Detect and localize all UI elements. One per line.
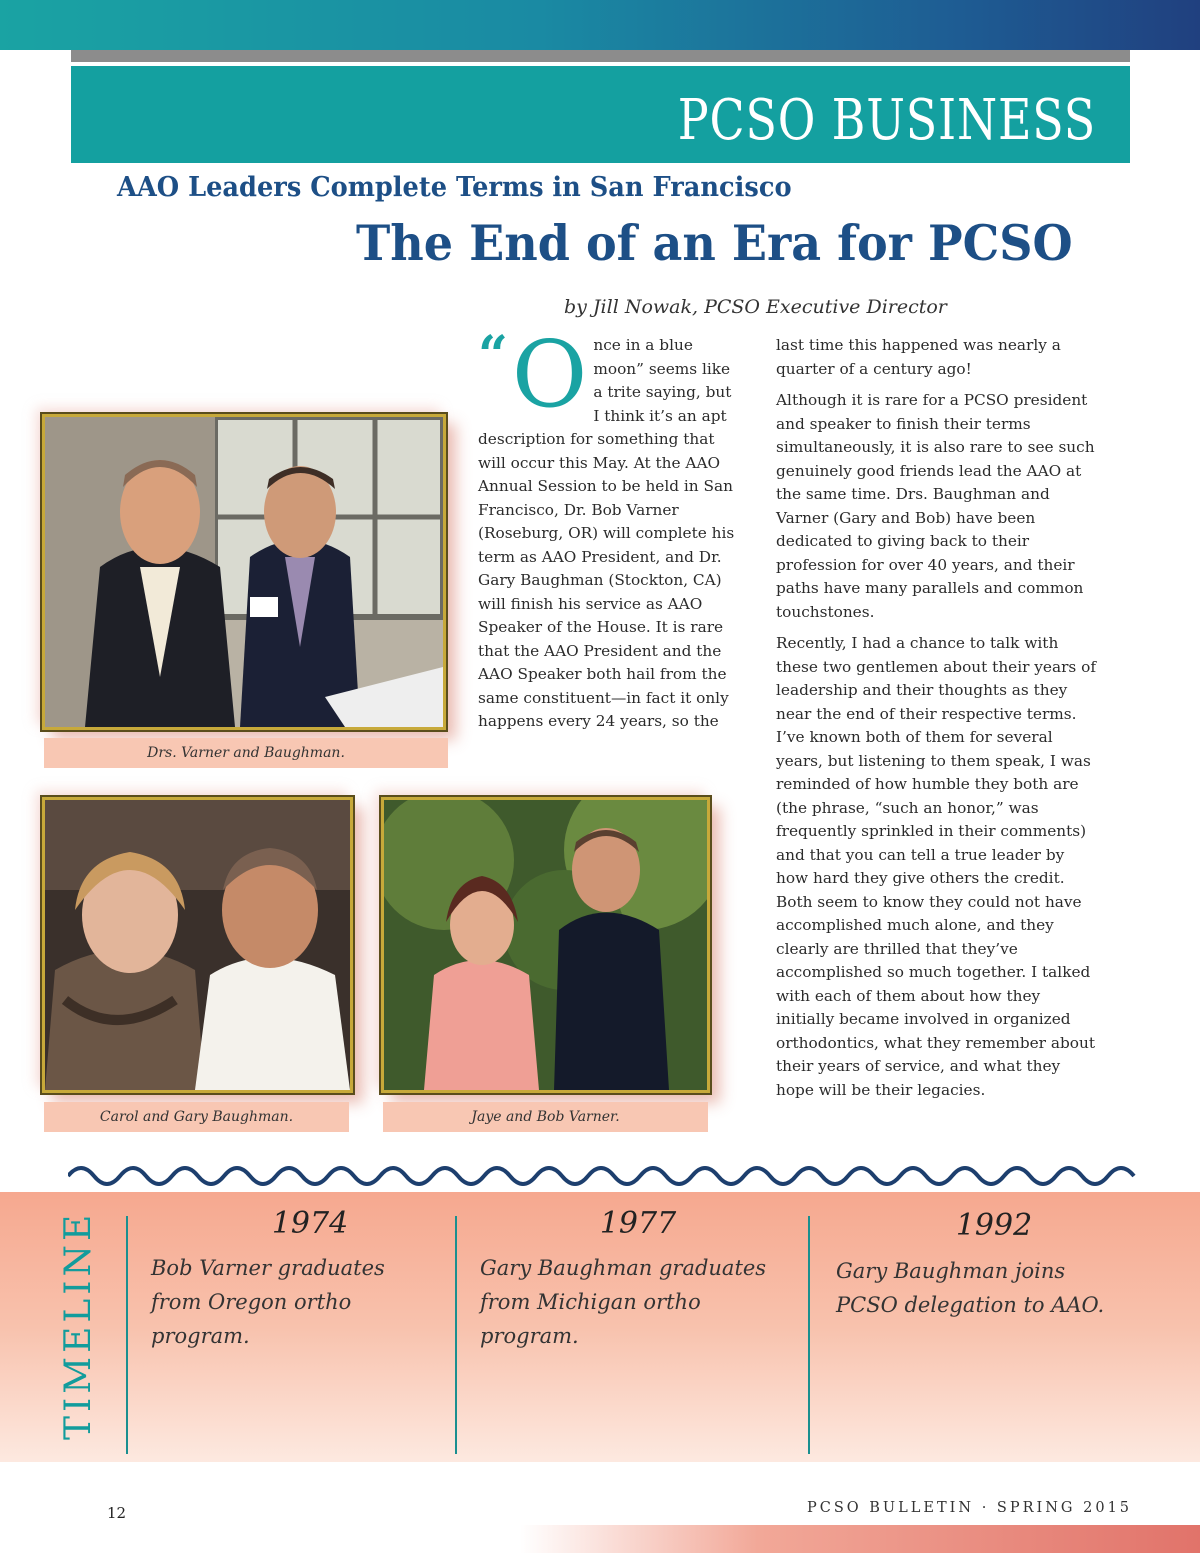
timeline-divider-1 (126, 1216, 128, 1454)
column-1-text: nce in a blue moon” seems like a trite saying, but I think it’s an apt description for something that will occur this May. At the AAO Annual Session to be held in San Francisco, Dr. Bob Varner (Roseburg, OR) will complete his term as AAO President, and Dr. Gary Baughman (Stockton, CA) will finish his service as AAO Speaker of the House. It is rare that the AAO President and the AAO Speaker both hail from the same constituent—in fact it only happens every 24 years, so the (478, 336, 735, 730)
photo-carol-gary-image (45, 800, 350, 1090)
timeline-divider-3 (808, 1216, 810, 1454)
photo-caption-3: Jaye and Bob Varner. (383, 1102, 708, 1132)
column-2-paragraph-2: Although it is rare for a PCSO president and speaker to finish their terms simultaneously, it is also rare to see such genuinely good friends lead the AAO at the same time. Drs. Baughman and Varner (Gary and Bob) have been dedicated to giving back to their profession for over 40 years, and their paths have many parallels and common touchstones. (776, 391, 1095, 621)
photo-carol-gary (42, 797, 353, 1093)
timeline-text-3: Gary Baughman joins PCSO delegation to AAO. (836, 1259, 1105, 1317)
timeline-year-2: 1977 (599, 1206, 677, 1241)
timeline-text-2: Gary Baughman graduates from Michigan ortho program. (480, 1256, 767, 1348)
open-quote-mark: “ (478, 325, 508, 386)
photo-varner-baughman-image (45, 417, 443, 727)
section-title: PCSO BUSINESS (677, 88, 1096, 153)
drop-cap: O (511, 321, 588, 428)
photo-varner-baughman (42, 414, 446, 730)
timeline-text-1: Bob Varner graduates from Oregon ortho program. (151, 1256, 385, 1348)
photo-caption-1: Drs. Varner and Baughman. (44, 738, 448, 768)
page-number: 12 (107, 1504, 127, 1522)
timeline-year-1: 1974 (271, 1206, 349, 1241)
bottom-gradient-bar (520, 1525, 1200, 1553)
photo-caption-2: Carol and Gary Baughman. (44, 1102, 349, 1132)
article-column-1 (478, 321, 740, 734)
timeline-year-3: 1992 (955, 1208, 1033, 1243)
publication-footer: PCSO BULLETIN · SPRING 2015 (807, 1500, 1133, 1516)
grey-rule (71, 50, 1130, 62)
wave-divider (68, 1156, 1144, 1186)
photo-jaye-bob-image (384, 800, 707, 1090)
top-gradient-bar (0, 0, 1200, 50)
article-column-2 (776, 334, 1098, 1110)
timeline-divider-2 (455, 1216, 457, 1454)
article-kicker: AAO Leaders Complete Terms in San Francisco (117, 172, 792, 203)
timeline-label: TIMELINE (58, 1210, 99, 1440)
photo-jaye-bob (381, 797, 710, 1093)
article-byline: by Jill Nowak, PCSO Executive Director (564, 296, 947, 318)
column-2-paragraph-1: last time this happened was nearly a quarter of a century ago! (776, 336, 1061, 378)
column-2-paragraph-3: Recently, I had a chance to talk with these two gentlemen about their years of leadership and their thoughts as they near the end of their respective terms. I’ve known both of them for several years, but listening to them speak, I was reminded of how humble they both are (the phrase, “such an honor,” was frequently sprinkled in their comments) and that you can tell a true leader by how hard they give others the credit. Both seem to know they could not have accomplished much alone, and they clearly are thrilled that they’ve accomplished so much together. I talked with each of them about how they initially became involved in organized orthodontics, what they remember about their years of service, and what they hope will be their legacies. (776, 634, 1097, 1099)
article-headline: The End of an Era for PCSO (356, 214, 1073, 272)
section-banner (71, 66, 1130, 163)
